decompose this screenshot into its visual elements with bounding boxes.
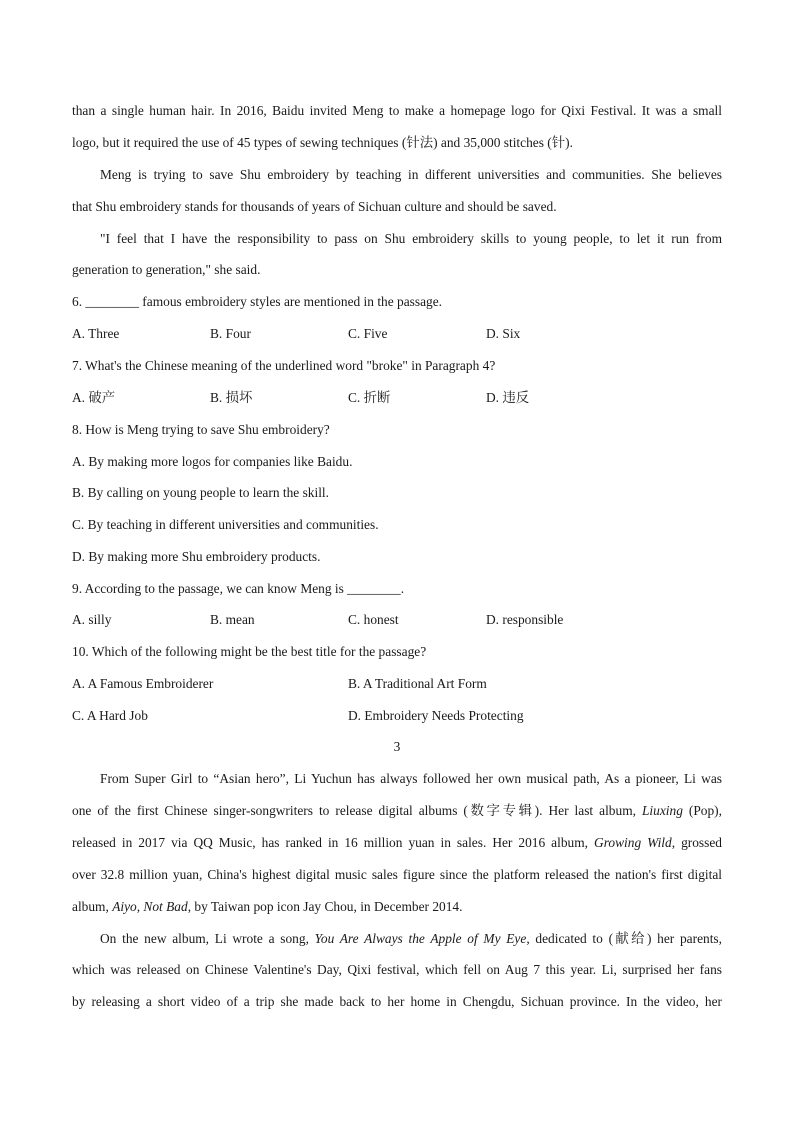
question-9-option-c: C. honest (348, 612, 399, 627)
passage-line: generation to generation," she said. (72, 262, 261, 277)
passage-line: by releasing a short video of a trip she made back to her home in Chengdu, Sichuan province. In the video, her (72, 994, 722, 1009)
question-10-option-c: C. A Hard Job (72, 708, 148, 723)
passage-line: Meng is trying to save Shu embroidery by teaching in different universities and communities. She believes (100, 167, 722, 182)
passage-line: than a single human hair. In 2016, Baidu invited Meng to make a homepage logo for Qixi Festival. It was a small (72, 103, 722, 118)
passage-line: one of the first Chinese singer-songwriters to release digital albums (数字专辑). Her last album, Liuxing (Pop), (72, 803, 722, 818)
question-8-option-c: C. By teaching in different universities and communities. (72, 517, 379, 532)
question-9-stem: 9. According to the passage, we can know Meng is ________. (72, 581, 405, 596)
question-10-stem: 10. Which of the following might be the best title for the passage? (72, 644, 427, 659)
question-7-option-b: B. 损坏 (210, 390, 253, 405)
song-title: You Are Always the Apple of My Eye (314, 931, 527, 946)
question-9-option-d: D. responsible (486, 612, 564, 627)
question-7-option-d: D. 违反 (486, 390, 530, 405)
question-10-option-d: D. Embroidery Needs Protecting (348, 708, 524, 723)
question-7-option-a: A. 破产 (72, 390, 116, 405)
section-number: 3 (393, 739, 401, 754)
question-8-option-d: D. By making more Shu embroidery products. (72, 549, 321, 564)
passage-line: which was released on Chinese Valentine's Day, Qixi festival, which fell on Aug 7 this year. Li, surprised her fans (72, 962, 722, 977)
question-6-option-a: A. Three (72, 326, 120, 341)
question-6-stem: 6. ________ famous embroidery styles are mentioned in the passage. (72, 294, 443, 309)
question-6-option-c: C. Five (348, 326, 388, 341)
question-7-stem: 7. What's the Chinese meaning of the underlined word "broke" in Paragraph 4? (72, 358, 496, 373)
question-10-option-a: A. A Famous Embroiderer (72, 676, 214, 691)
question-10-option-b: B. A Traditional Art Form (348, 676, 487, 691)
passage-line: "I feel that I have the responsibility to pass on Shu embroidery skills to young people, to let it run from (100, 231, 722, 246)
passage-line: From Super Girl to “Asian hero”, Li Yuchun has always followed her own musical path, As a pioneer, Li was (100, 771, 722, 786)
album-title: Growing Wild (594, 835, 672, 850)
question-7-option-c: C. 折断 (348, 390, 391, 405)
question-6-option-b: B. Four (210, 326, 251, 341)
question-8-option-a: A. By making more logos for companies like Baidu. (72, 454, 353, 469)
passage-line: On the new album, Li wrote a song, You Are Always the Apple of My Eye, dedicated to (献给) her parents, (100, 931, 722, 946)
question-9-option-a: A. silly (72, 612, 112, 627)
album-title: Aiyo, Not Bad (112, 899, 188, 914)
question-9-option-b: B. mean (210, 612, 255, 627)
passage-line: logo, but it required the use of 45 types of sewing techniques (针法) and 35,000 stitches (针). (72, 135, 573, 150)
passage-line: album, Aiyo, Not Bad, by Taiwan pop icon Jay Chou, in December 2014. (72, 899, 463, 914)
passage-line: over 32.8 million yuan, China's highest digital music sales figure since the platform released the nation's first digital (72, 867, 722, 882)
album-title: Liuxing (641, 803, 683, 818)
question-8-option-b: B. By calling on young people to learn the skill. (72, 485, 329, 500)
question-8-stem: 8. How is Meng trying to save Shu embroidery? (72, 422, 330, 437)
question-6-option-d: D. Six (486, 326, 521, 341)
passage-line: released in 2017 via QQ Music, has ranked in 16 million yuan in sales. Her 2016 album, Growing Wild, grossed (72, 835, 722, 850)
passage-line: that Shu embroidery stands for thousands of years of Sichuan culture and should be saved. (72, 199, 557, 214)
